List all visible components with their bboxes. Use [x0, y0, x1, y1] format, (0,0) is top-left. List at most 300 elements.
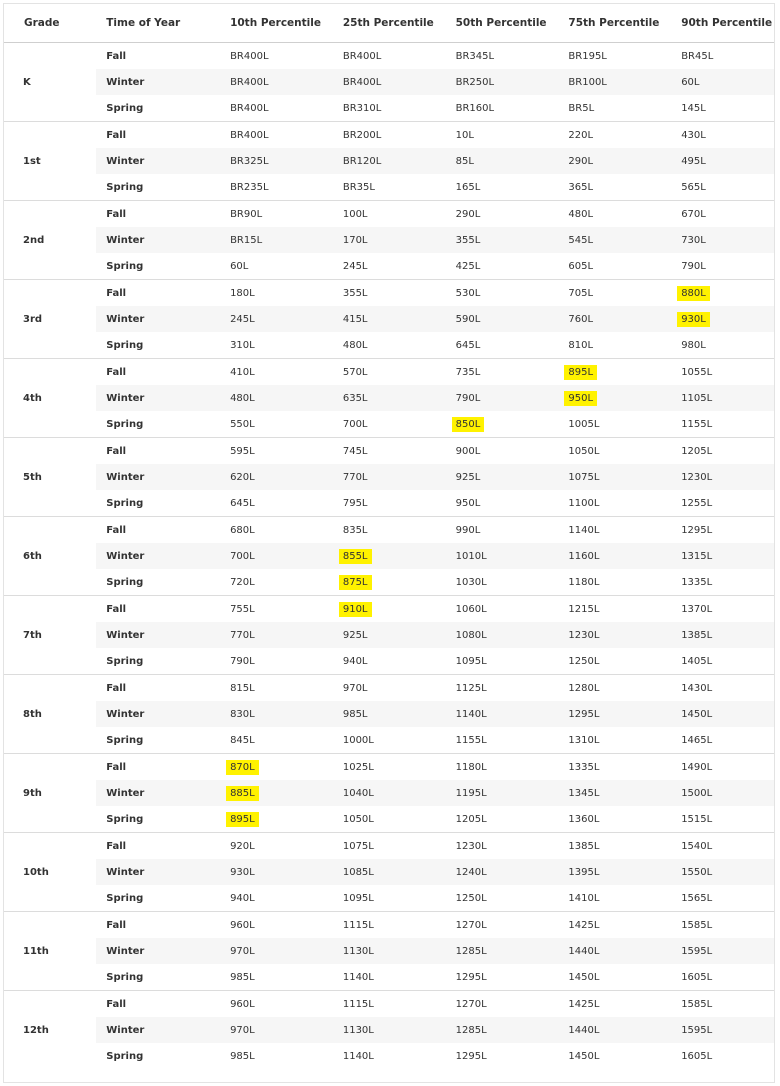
percentile-cell [323, 543, 436, 569]
percentile-cell [210, 332, 323, 359]
lexile-value: 760L [568, 313, 594, 325]
percentile-cell [323, 438, 436, 465]
table-row [4, 569, 774, 596]
lexile-value: 10L [455, 129, 474, 141]
percentile-cell [210, 885, 323, 912]
percentile-cell [210, 833, 323, 860]
table-row [4, 385, 774, 411]
lexile-value: 1605L [681, 971, 713, 983]
lexile-value: 795L [342, 497, 368, 509]
percentile-cell [323, 69, 436, 95]
table-row [4, 411, 774, 438]
percentile-cell [210, 964, 323, 991]
time-of-year-cell: Fall [96, 991, 210, 1018]
percentile-cell [436, 701, 549, 727]
percentile-cell [661, 253, 774, 280]
percentile-cell [548, 596, 661, 623]
lexile-value: BR345L [455, 50, 495, 62]
lexile-value: 1115L [342, 919, 374, 931]
grade-cell: 12th [4, 991, 96, 1070]
percentile-cell [210, 569, 323, 596]
lexile-value: 1595L [681, 1024, 713, 1036]
percentile-cell [436, 490, 549, 517]
percentile-cell [323, 227, 436, 253]
lexile-value: 1240L [455, 866, 487, 878]
percentile-cell [210, 253, 323, 280]
percentile-cell [210, 675, 323, 702]
time-of-year-cell: Spring [106, 497, 144, 509]
lexile-value: 1310L [568, 734, 600, 746]
percentile-cell [661, 622, 774, 648]
lexile-value: 1270L [455, 998, 487, 1010]
percentile-cell [436, 464, 549, 490]
percentile-cell [661, 332, 774, 359]
lexile-percentile-table [4, 4, 774, 1069]
percentile-cell [210, 43, 323, 70]
percentile-cell [436, 806, 549, 833]
table-row [4, 885, 774, 912]
highlighted-lexile-value: 880L [677, 286, 710, 301]
time-of-year-cell: Spring [106, 418, 144, 430]
lexile-value: 1440L [568, 945, 600, 957]
percentile-cell [436, 859, 549, 885]
lexile-value: 735L [455, 366, 481, 378]
time-of-year-cell: Fall [96, 517, 210, 544]
percentile-cell [661, 148, 774, 174]
percentile-cell [323, 385, 436, 411]
lexile-value: 970L [230, 945, 255, 957]
lexile-value: 1075L [568, 471, 600, 483]
highlighted-lexile-value: 895L [564, 365, 597, 380]
percentile-cell [436, 201, 549, 228]
percentile-cell [548, 833, 661, 860]
lexile-value: 790L [455, 392, 481, 404]
time-of-year-cell: Fall [96, 675, 210, 702]
percentile-cell [661, 411, 774, 438]
lexile-value: BR45L [681, 50, 714, 62]
table-row [4, 174, 774, 201]
lexile-value: 830L [230, 708, 255, 720]
time-of-year-cell: Fall [96, 438, 210, 465]
table-row [4, 95, 774, 122]
time-of-year-cell: Spring [106, 181, 144, 193]
percentile-cell [210, 859, 323, 885]
percentile-cell [661, 833, 774, 860]
highlighted-lexile-value: 910L [339, 602, 372, 617]
lexile-value: 1055L [681, 366, 713, 378]
lexile-value: 1230L [681, 471, 713, 483]
percentile-cell [210, 1017, 323, 1043]
percentile-cell [210, 701, 323, 727]
percentile-cell [548, 780, 661, 806]
lexile-value: 1250L [455, 892, 487, 904]
percentile-cell [323, 727, 436, 754]
lexile-value: 700L [230, 550, 255, 562]
percentile-cell [323, 1043, 436, 1069]
highlighted-lexile-value: 870L [226, 760, 259, 775]
percentile-cell [436, 438, 549, 465]
lexile-value: 925L [342, 629, 368, 641]
time-of-year-cell: Spring [106, 260, 144, 272]
time-of-year-cell: Spring [106, 655, 144, 667]
lexile-value: 900L [455, 445, 481, 457]
percentile-cell [436, 69, 549, 95]
time-of-year-cell: Winter [96, 227, 210, 253]
lexile-value: 170L [342, 234, 368, 246]
percentile-cell [323, 648, 436, 675]
lexile-value: 1515L [681, 813, 713, 825]
percentile-cell [210, 95, 323, 122]
percentile-cell [210, 490, 323, 517]
percentile-cell [323, 596, 436, 623]
time-of-year-cell: Winter [96, 464, 210, 490]
lexile-value: 1360L [568, 813, 600, 825]
percentile-cell [548, 69, 661, 95]
table-row [4, 833, 774, 860]
table-row [4, 201, 774, 228]
percentile-cell [548, 201, 661, 228]
lexile-value: 925L [455, 471, 481, 483]
header-row [4, 4, 774, 43]
time-of-year-cell: Fall [96, 754, 210, 781]
lexile-value: BR160L [455, 102, 495, 114]
lexile-value: 930L [230, 866, 255, 878]
highlighted-lexile-value: 895L [226, 812, 259, 827]
lexile-value: 1075L [342, 840, 374, 852]
percentile-cell [323, 332, 436, 359]
percentile-cell [436, 148, 549, 174]
percentile-cell [661, 201, 774, 228]
lexile-value: 1315L [681, 550, 713, 562]
time-of-year-cell: Spring [106, 339, 144, 351]
lexile-value: 1430L [681, 682, 713, 694]
percentile-cell [436, 596, 549, 623]
grade-cell: 6th [4, 517, 96, 596]
table-row [4, 648, 774, 675]
lexile-value: 220L [568, 129, 594, 141]
percentile-cell [323, 780, 436, 806]
lexile-value: 790L [230, 655, 255, 667]
percentile-cell [436, 991, 549, 1018]
percentile-cell [436, 543, 549, 569]
lexile-value: 1140L [342, 1050, 374, 1062]
percentile-cell [210, 648, 323, 675]
percentile-cell [661, 464, 774, 490]
percentile-cell [661, 227, 774, 253]
lexile-value: 545L [568, 234, 594, 246]
time-of-year-cell: Spring [106, 892, 144, 904]
percentile-cell [210, 69, 323, 95]
percentile-cell [548, 227, 661, 253]
percentile-cell [210, 306, 323, 332]
lexile-value: 1440L [568, 1024, 600, 1036]
percentile-cell [323, 806, 436, 833]
percentile-cell [323, 622, 436, 648]
lexile-value: 1295L [455, 1050, 487, 1062]
percentile-cell [323, 912, 436, 939]
percentile-cell [548, 991, 661, 1018]
lexile-value: BR400L [230, 102, 269, 114]
percentile-cell [436, 833, 549, 860]
lexile-value: 1500L [681, 787, 713, 799]
percentile-cell [210, 122, 323, 149]
percentile-cell [323, 833, 436, 860]
lexile-value: 835L [342, 524, 368, 536]
table-row [4, 438, 774, 465]
highlighted-lexile-value: 885L [226, 786, 259, 801]
percentile-cell [436, 648, 549, 675]
lexile-value: 1155L [455, 734, 487, 746]
percentile-cell [323, 1017, 436, 1043]
lexile-value: 495L [681, 155, 706, 167]
percentile-cell [661, 174, 774, 201]
lexile-value: BR35L [342, 181, 375, 193]
lexile-value: BR120L [342, 155, 382, 167]
percentile-cell [210, 754, 323, 781]
percentile-cell [548, 675, 661, 702]
percentile-cell [661, 43, 774, 70]
percentile-cell [436, 280, 549, 307]
percentile-cell [661, 543, 774, 569]
table-row [4, 780, 774, 806]
lexile-value: 985L [230, 1050, 255, 1062]
lexile-value: 290L [568, 155, 594, 167]
percentile-cell [210, 806, 323, 833]
lexile-value: 1010L [455, 550, 487, 562]
time-of-year-cell: Winter [96, 543, 210, 569]
percentile-cell [436, 912, 549, 939]
time-of-year-cell: Spring [106, 576, 144, 588]
percentile-cell [436, 306, 549, 332]
time-of-year-cell: Winter [96, 385, 210, 411]
table-header [4, 4, 774, 43]
lexile-value: 1140L [342, 971, 374, 983]
time-of-year-cell: Winter [96, 69, 210, 95]
lexile-value: 815L [230, 682, 255, 694]
lexile-value: 355L [455, 234, 481, 246]
table-row [4, 938, 774, 964]
header-75th-percentile: 75th Percentile [548, 4, 661, 43]
grade-cell: 1st [4, 122, 96, 201]
time-of-year-cell: Spring [106, 1050, 144, 1062]
percentile-cell [210, 780, 323, 806]
lexile-value: 605L [568, 260, 594, 272]
percentile-cell [436, 95, 549, 122]
lexile-value: BR400L [230, 76, 269, 88]
time-of-year-cell: Winter [96, 780, 210, 806]
lexile-value: 1410L [568, 892, 600, 904]
percentile-cell [548, 253, 661, 280]
lexile-value: 85L [455, 155, 474, 167]
grade-cell: 2nd [4, 201, 96, 280]
lexile-value: 1450L [568, 1050, 600, 1062]
table-row [4, 991, 774, 1018]
lexile-value: 985L [342, 708, 368, 720]
lexile-value: 145L [681, 102, 706, 114]
time-of-year-cell: Winter [96, 701, 210, 727]
percentile-cell [210, 174, 323, 201]
lexile-value: 1050L [342, 813, 374, 825]
grade-cell: 9th [4, 754, 96, 833]
grade-cell: 11th [4, 912, 96, 991]
percentile-cell [661, 912, 774, 939]
table-row [4, 464, 774, 490]
lexile-value: 1205L [681, 445, 713, 457]
time-of-year-cell: Winter [96, 1017, 210, 1043]
percentile-cell [323, 201, 436, 228]
percentile-cell [436, 174, 549, 201]
percentile-cell [323, 754, 436, 781]
highlighted-lexile-value: 855L [339, 549, 372, 564]
percentile-cell [548, 964, 661, 991]
header-25th-percentile: 25th Percentile [323, 4, 436, 43]
percentile-cell [436, 411, 549, 438]
lexile-value: 700L [342, 418, 368, 430]
lexile-value: 1095L [342, 892, 374, 904]
lexile-value: BR15L [230, 234, 263, 246]
lexile-value: BR200L [342, 129, 382, 141]
lexile-value: 1085L [342, 866, 374, 878]
lexile-value: 1040L [342, 787, 374, 799]
percentile-cell [210, 622, 323, 648]
lexile-value: 430L [681, 129, 706, 141]
percentile-cell [548, 1043, 661, 1069]
lexile-value: 1230L [455, 840, 487, 852]
time-of-year-cell: Fall [96, 122, 210, 149]
lexile-value: 985L [230, 971, 255, 983]
percentile-cell [661, 69, 774, 95]
lexile-value: 920L [230, 840, 255, 852]
percentile-cell [210, 359, 323, 386]
percentile-cell [661, 701, 774, 727]
percentile-cell [548, 727, 661, 754]
percentile-cell [548, 885, 661, 912]
percentile-cell [436, 359, 549, 386]
lexile-value: 1605L [681, 1050, 713, 1062]
lexile-value: 1280L [568, 682, 600, 694]
percentile-cell [661, 306, 774, 332]
percentile-cell [661, 95, 774, 122]
lexile-value: 1450L [568, 971, 600, 983]
table-row [4, 622, 774, 648]
percentile-cell [436, 227, 549, 253]
percentile-cell [661, 780, 774, 806]
percentile-cell [548, 174, 661, 201]
table-row [4, 517, 774, 544]
percentile-cell [548, 622, 661, 648]
highlighted-lexile-value: 950L [564, 391, 597, 406]
percentile-cell [210, 912, 323, 939]
table-row [4, 148, 774, 174]
lexile-value: 180L [230, 287, 255, 299]
lexile-value: 755L [230, 603, 255, 615]
lexile-value: 1295L [568, 708, 600, 720]
percentile-cell [548, 569, 661, 596]
percentile-cell [323, 885, 436, 912]
highlighted-lexile-value: 930L [677, 312, 710, 327]
percentile-cell [661, 964, 774, 991]
percentile-cell [548, 332, 661, 359]
lexile-value: 1370L [681, 603, 713, 615]
table-row [4, 543, 774, 569]
percentile-cell [323, 859, 436, 885]
lexile-value: 635L [342, 392, 368, 404]
percentile-cell [661, 675, 774, 702]
percentile-cell [323, 964, 436, 991]
lexile-value: 720L [230, 576, 255, 588]
lexile-value: 770L [230, 629, 255, 641]
table-row [4, 912, 774, 939]
percentile-cell [548, 806, 661, 833]
percentile-cell [548, 411, 661, 438]
table-row [4, 754, 774, 781]
grade-cell: 3rd [4, 280, 96, 359]
lexile-value: 415L [342, 313, 368, 325]
lexile-value: 1295L [681, 524, 713, 536]
percentile-cell [548, 306, 661, 332]
lexile-value: BR195L [568, 50, 607, 62]
lexile-value: 1230L [568, 629, 600, 641]
percentile-cell [323, 43, 436, 70]
time-of-year-cell: Spring [106, 102, 144, 114]
lexile-value: 730L [681, 234, 706, 246]
percentile-cell [436, 569, 549, 596]
lexile-value: 1405L [681, 655, 713, 667]
time-of-year-cell: Spring [106, 813, 144, 825]
lexile-value: 940L [230, 892, 255, 904]
lexile-value: 1295L [455, 971, 487, 983]
lexile-value: 1285L [455, 1024, 487, 1036]
lexile-value: 705L [568, 287, 594, 299]
percentile-cell [661, 359, 774, 386]
percentile-cell [436, 622, 549, 648]
lexile-value: 1425L [568, 919, 600, 931]
percentile-cell [323, 174, 436, 201]
lexile-value: 1140L [455, 708, 487, 720]
lexile-value: 1180L [568, 576, 600, 588]
table-row [4, 596, 774, 623]
table-body [4, 43, 774, 1070]
percentile-cell [436, 727, 549, 754]
percentile-cell [323, 306, 436, 332]
percentile-cell [548, 43, 661, 70]
percentile-cell [323, 938, 436, 964]
percentile-cell [210, 991, 323, 1018]
lexile-value: 595L [230, 445, 255, 457]
lexile-value: 1195L [455, 787, 487, 799]
lexile-value: 1465L [681, 734, 713, 746]
time-of-year-cell: Fall [96, 359, 210, 386]
time-of-year-cell: Fall [96, 833, 210, 860]
lexile-value: 480L [230, 392, 255, 404]
percentile-cell [210, 1043, 323, 1069]
table-row [4, 1043, 774, 1069]
time-of-year-cell: Fall [96, 596, 210, 623]
lexile-value: 670L [681, 208, 706, 220]
lexile-value: 1425L [568, 998, 600, 1010]
percentile-cell [548, 490, 661, 517]
percentile-cell [661, 385, 774, 411]
percentile-cell [323, 148, 436, 174]
percentile-cell [210, 543, 323, 569]
lexile-value: 480L [568, 208, 594, 220]
lexile-value: 60L [681, 76, 700, 88]
lexile-value: 1385L [681, 629, 713, 641]
table-row [4, 701, 774, 727]
lexile-value: 550L [230, 418, 255, 430]
lexile-value: 1030L [455, 576, 487, 588]
percentile-cell [323, 675, 436, 702]
